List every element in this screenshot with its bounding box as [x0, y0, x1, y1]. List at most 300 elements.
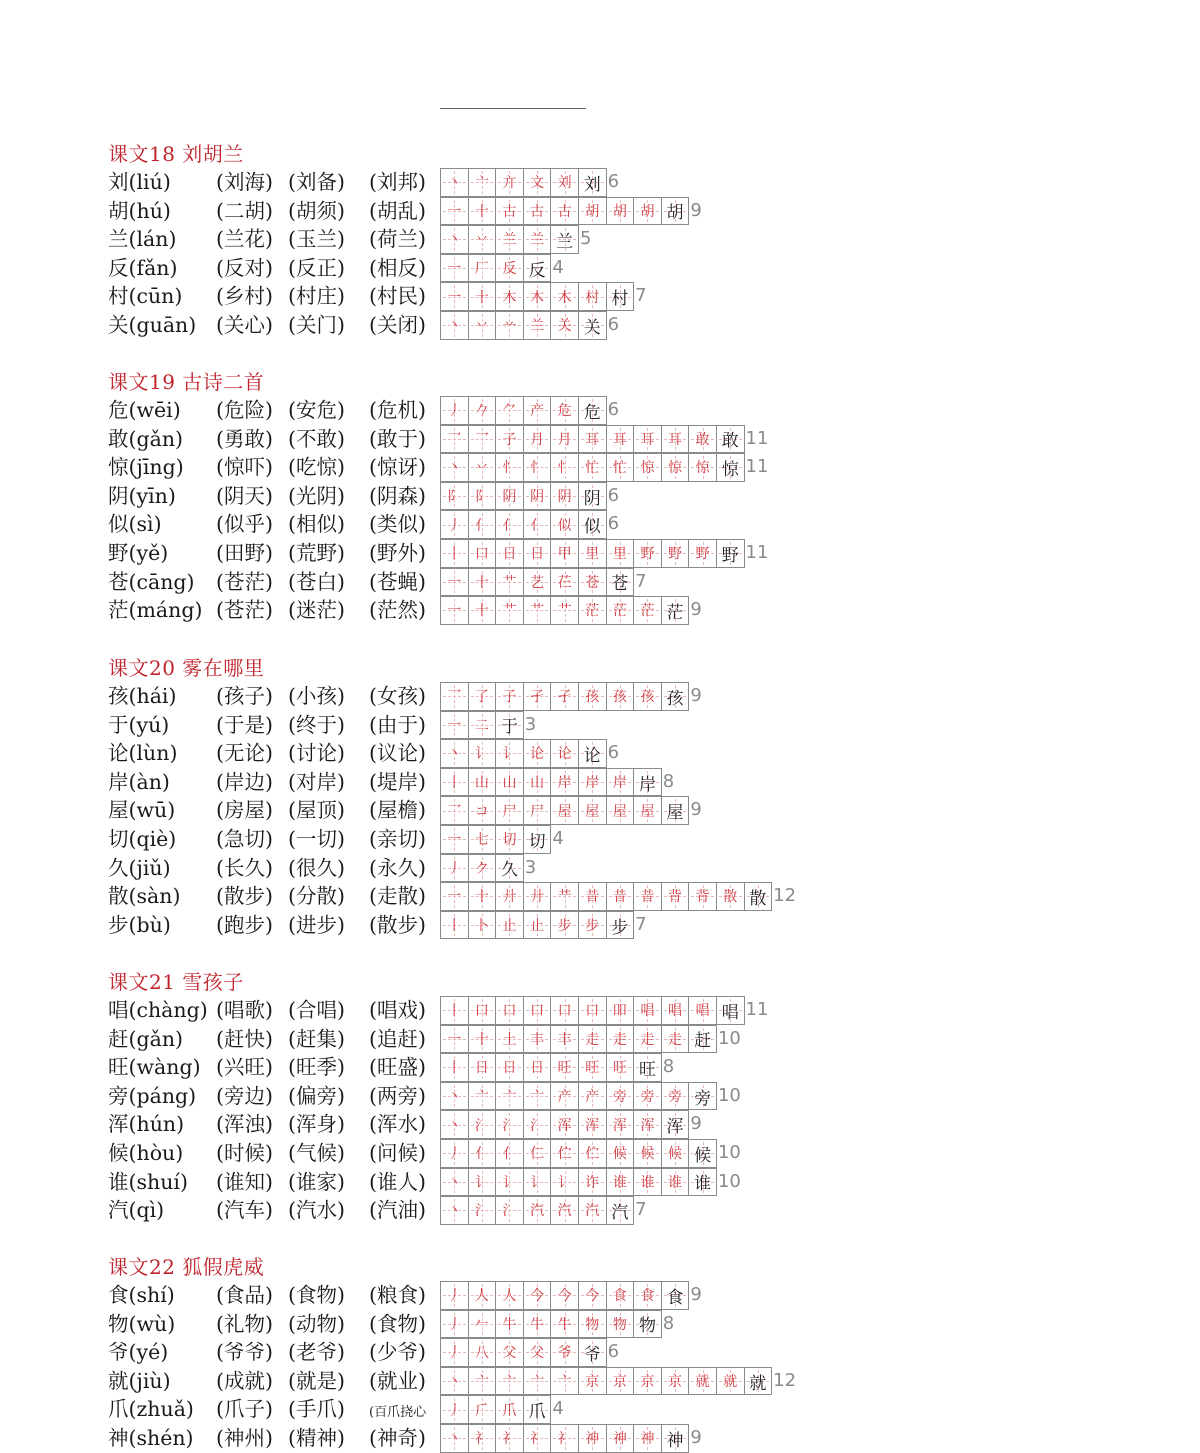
- stroke-step-cell: [578, 568, 607, 597]
- stroke-step-cell: [633, 1139, 662, 1168]
- stroke-final-char: 神: [666, 1430, 684, 1451]
- stroke-step-cell: [606, 1196, 635, 1225]
- character-row: [108, 453, 1108, 482]
- stroke-partial-glyph: 𠂉: [474, 1316, 489, 1333]
- stroke-partial-glyph: 丷: [474, 318, 489, 335]
- character-pinyin: 旁(páng): [108, 1083, 197, 1108]
- character-pinyin: 就(jiù): [108, 1368, 171, 1393]
- stroke-final-char: 危: [583, 402, 601, 423]
- stroke-step-cell: [468, 739, 497, 768]
- character-pinyin: 旺(wàng): [108, 1055, 201, 1080]
- example-word: (荒野): [288, 540, 345, 565]
- stroke-partial-glyph: 丿: [447, 1146, 462, 1163]
- stroke-partial-glyph: 丨: [447, 775, 462, 792]
- stroke-final-char: 浑: [666, 1117, 684, 1138]
- stroke-partial-glyph: 一: [447, 289, 462, 306]
- stroke-step-cell: [633, 453, 662, 482]
- stroke-step-cell: [495, 1053, 524, 1082]
- stroke-order-grid: [440, 425, 768, 454]
- stroke-step-cell: [440, 225, 469, 254]
- example-word: (相似): [288, 512, 345, 537]
- example-word: (分散): [288, 884, 345, 909]
- stroke-step-cell: [523, 311, 552, 340]
- stroke-step-cell: [606, 682, 635, 711]
- example-word: (惊讶): [369, 455, 426, 480]
- stroke-step-cell: [550, 1281, 579, 1310]
- word-list: [216, 282, 426, 311]
- word-list: [216, 796, 426, 825]
- stroke-step-cell: [688, 1168, 717, 1197]
- example-word: (光阴): [288, 483, 345, 508]
- stroke-final-char: 阴: [583, 488, 601, 509]
- stroke-count: 12: [773, 1369, 797, 1391]
- stroke-step-cell: [495, 1310, 524, 1339]
- stroke-step-cell: [440, 911, 469, 940]
- word-list: [216, 682, 426, 711]
- stroke-step-cell: [578, 739, 607, 768]
- stroke-partial-glyph: 日: [502, 1060, 517, 1077]
- word-list: [216, 482, 426, 511]
- example-word: (迷茫): [288, 598, 345, 623]
- lesson-section: [108, 968, 1108, 1225]
- stroke-step-cell: [578, 882, 607, 911]
- stroke-step-cell: [688, 539, 717, 568]
- stroke-partial-glyph: 候: [612, 1146, 627, 1163]
- stroke-partial-glyph: 子: [502, 689, 517, 706]
- character-row: [108, 1082, 1108, 1111]
- example-word: (终于): [288, 712, 345, 737]
- stroke-order-grid: [440, 682, 702, 711]
- example-word: (玉兰): [288, 227, 345, 252]
- stroke-partial-glyph: 走: [585, 1031, 600, 1048]
- stroke-partial-glyph: ⺈: [502, 403, 517, 420]
- stroke-step-cell: [468, 168, 497, 197]
- stroke-partial-glyph: 京: [668, 1374, 683, 1391]
- stroke-partial-glyph: 岸: [585, 775, 600, 792]
- stroke-partial-glyph: 日: [530, 546, 545, 563]
- stroke-step-cell: [578, 796, 607, 825]
- example-word: (手爪): [288, 1397, 345, 1422]
- stroke-step-cell: [606, 911, 635, 940]
- stroke-partial-glyph: 走: [668, 1031, 683, 1048]
- stroke-partial-glyph: 廾: [530, 889, 545, 906]
- stroke-step-cell: [468, 1196, 497, 1225]
- stroke-count: 10: [717, 1084, 741, 1106]
- stroke-step-cell: [661, 425, 690, 454]
- stroke-step-cell: [495, 1338, 524, 1367]
- stroke-step-cell: [633, 1025, 662, 1054]
- stroke-partial-glyph: 口: [474, 1003, 489, 1020]
- stroke-order-grid: [440, 996, 768, 1025]
- example-word: (议论): [369, 741, 426, 766]
- stroke-step-cell: [523, 1110, 552, 1139]
- stroke-partial-glyph: 古: [502, 203, 517, 220]
- example-word: (礼物): [216, 1311, 273, 1336]
- stroke-step-cell: [606, 1139, 635, 1168]
- stroke-step-cell: [495, 596, 524, 625]
- stroke-step-cell: [523, 1168, 552, 1197]
- stroke-partial-glyph: 耳: [668, 431, 683, 448]
- stroke-partial-glyph: 十: [474, 289, 489, 306]
- stroke-partial-glyph: 亠: [474, 1089, 489, 1106]
- stroke-step-cell: [440, 1338, 469, 1367]
- stroke-final-char: 食: [666, 1287, 684, 1308]
- stroke-step-cell: [661, 1025, 690, 1054]
- word-list: [216, 596, 426, 625]
- stroke-count: 9: [690, 199, 702, 221]
- stroke-step-cell: [523, 254, 552, 283]
- character-row: [108, 311, 1108, 340]
- stroke-step-cell: [523, 568, 552, 597]
- character-pinyin: 屋(wū): [108, 798, 176, 823]
- stroke-step-cell: [661, 1281, 690, 1310]
- stroke-step-cell: [578, 197, 607, 226]
- stroke-step-cell: [688, 996, 717, 1025]
- stroke-step-cell: [523, 1196, 552, 1225]
- stroke-step-cell: [688, 1082, 717, 1111]
- stroke-step-cell: [633, 197, 662, 226]
- stroke-step-cell: [661, 453, 690, 482]
- stroke-partial-glyph: 论: [557, 746, 572, 763]
- stroke-step-cell: [606, 996, 635, 1025]
- stroke-order-grid: [440, 225, 591, 254]
- stroke-final-char: 敢: [721, 431, 739, 452]
- stroke-step-cell: [495, 996, 524, 1025]
- stroke-step-cell: [440, 197, 469, 226]
- stroke-partial-glyph: 丷: [474, 460, 489, 477]
- stroke-partial-glyph: 爷: [557, 1345, 572, 1362]
- stroke-partial-glyph: 走: [640, 1031, 655, 1048]
- stroke-step-cell: [550, 539, 579, 568]
- example-word: (勇敢): [216, 426, 273, 451]
- example-word: (由于): [369, 712, 426, 737]
- stroke-step-cell: [523, 1281, 552, 1310]
- stroke-step-cell: [495, 854, 524, 883]
- stroke-step-cell: [468, 225, 497, 254]
- character-pinyin: 久(jiǔ): [108, 855, 171, 880]
- word-list: [216, 882, 426, 911]
- stroke-step-cell: [468, 453, 497, 482]
- stroke-count: 7: [635, 285, 647, 307]
- example-word: (相反): [369, 255, 426, 280]
- stroke-final-char: 反: [528, 260, 546, 281]
- stroke-step-cell: [495, 197, 524, 226]
- stroke-step-cell: [468, 1110, 497, 1139]
- stroke-count: 10: [717, 1027, 741, 1049]
- word-list: [216, 854, 426, 883]
- stroke-order-grid: [440, 453, 768, 482]
- character-row: [108, 197, 1108, 226]
- stroke-partial-glyph: 丶: [447, 460, 462, 477]
- character-row: [108, 1281, 1108, 1310]
- stroke-count: 9: [690, 685, 702, 706]
- stroke-final-char: 汽: [611, 1202, 629, 1223]
- stroke-step-cell: [661, 539, 690, 568]
- stroke-partial-glyph: 亻: [502, 1146, 517, 1163]
- lesson-section: [108, 140, 1108, 340]
- character-row: [108, 568, 1108, 597]
- stroke-final-char: 就: [749, 1373, 767, 1394]
- example-word: (刘海): [216, 170, 273, 194]
- stroke-partial-glyph: 二: [474, 717, 489, 734]
- example-word: (浑浊): [216, 1112, 273, 1137]
- stroke-step-cell: [606, 796, 635, 825]
- stroke-partial-glyph: 文: [530, 175, 545, 192]
- stroke-final-char: 步: [611, 917, 629, 938]
- stroke-partial-glyph: 唱: [640, 1003, 655, 1020]
- stroke-order-grid: [440, 825, 564, 854]
- stroke-partial-glyph: 胡: [585, 203, 600, 220]
- stroke-step-cell: [550, 796, 579, 825]
- stroke-step-cell: [716, 425, 745, 454]
- example-word: (关门): [288, 312, 345, 337]
- example-word: (关闭): [369, 312, 426, 337]
- stroke-step-cell: [550, 1110, 579, 1139]
- stroke-partial-glyph: 氵: [474, 1117, 489, 1134]
- character-pinyin: 敢(gǎn): [108, 426, 184, 451]
- word-list: [216, 1338, 426, 1367]
- stroke-order-grid: [440, 1168, 741, 1197]
- stroke-step-cell: [633, 1367, 662, 1396]
- example-word: (胡乱): [369, 198, 426, 223]
- stroke-partial-glyph: 刘: [557, 175, 572, 192]
- stroke-order-grid: [440, 854, 536, 883]
- stroke-step-cell: [606, 1053, 635, 1082]
- stroke-step-cell: [578, 282, 607, 311]
- stroke-step-cell: [523, 510, 552, 539]
- stroke-partial-glyph: 木: [557, 289, 572, 306]
- stroke-step-cell: [688, 453, 717, 482]
- stroke-partial-glyph: 候: [668, 1146, 683, 1163]
- stroke-partial-glyph: 屋: [585, 803, 600, 820]
- stroke-partial-glyph: 日: [530, 1060, 545, 1077]
- example-word: (爷爷): [216, 1340, 273, 1365]
- word-list: [216, 254, 426, 283]
- example-word: (二胡): [216, 198, 273, 223]
- stroke-step-cell: [440, 311, 469, 340]
- character-row: [108, 1110, 1108, 1139]
- example-word: (赶集): [288, 1026, 345, 1051]
- stroke-step-cell: [716, 996, 745, 1025]
- example-word: (于是): [216, 712, 273, 737]
- stroke-step-cell: [578, 510, 607, 539]
- stroke-partial-glyph: 龷: [557, 889, 572, 906]
- stroke-partial-glyph: 唱: [695, 1003, 710, 1020]
- stroke-partial-glyph: 十: [474, 1031, 489, 1048]
- stroke-step-cell: [550, 225, 579, 254]
- stroke-step-cell: [495, 225, 524, 254]
- stroke-partial-glyph: 茫: [612, 603, 627, 620]
- stroke-partial-glyph: 今: [530, 1288, 545, 1305]
- stroke-step-cell: [523, 1139, 552, 1168]
- stroke-step-cell: [606, 1367, 635, 1396]
- stroke-step-cell: [633, 768, 662, 797]
- stroke-count: 6: [607, 513, 620, 535]
- stroke-partial-glyph: 日: [474, 1060, 489, 1077]
- stroke-step-cell: [440, 1139, 469, 1168]
- stroke-partial-glyph: 背: [668, 889, 683, 906]
- character-pinyin: 爷(yé): [108, 1340, 169, 1365]
- stroke-partial-glyph: 山: [530, 775, 545, 792]
- stroke-count: 11: [745, 541, 769, 563]
- character-row: [108, 1168, 1108, 1197]
- stroke-partial-glyph: 浑: [612, 1117, 627, 1134]
- stroke-order-grid: [440, 1338, 619, 1367]
- stroke-partial-glyph: 阴: [502, 489, 517, 506]
- example-word: (很久): [288, 855, 345, 880]
- stroke-step-cell: [578, 1139, 607, 1168]
- stroke-step-cell: [468, 1424, 497, 1453]
- stroke-final-char: 旁: [694, 1088, 712, 1109]
- stroke-step-cell: [606, 453, 635, 482]
- character-pinyin: 于(yú): [108, 712, 170, 737]
- lesson-title: 课文20 雾在哪里: [108, 656, 265, 680]
- example-word: (百爪挠心: [369, 1405, 427, 1421]
- stroke-count: 4: [552, 256, 564, 278]
- stroke-step-cell: [578, 396, 607, 425]
- stroke-step-cell: [495, 796, 524, 825]
- stroke-partial-glyph: 乛: [447, 803, 462, 820]
- character-pinyin: 爪(zhuǎ): [108, 1397, 194, 1422]
- stroke-step-cell: [523, 482, 552, 511]
- stroke-step-cell: [468, 1082, 497, 1111]
- stroke-step-cell: [633, 539, 662, 568]
- stroke-count: 9: [690, 1284, 702, 1305]
- example-word: (气候): [288, 1140, 345, 1165]
- example-word: (孩子): [216, 684, 273, 708]
- character-pinyin: 野(yě): [108, 540, 169, 565]
- stroke-step-cell: [495, 1367, 524, 1396]
- character-row: [108, 768, 1108, 797]
- stroke-step-cell: [495, 1168, 524, 1197]
- stroke-step-cell: [495, 768, 524, 797]
- example-word: (反正): [288, 255, 345, 280]
- example-word: (旺盛): [369, 1055, 426, 1080]
- stroke-final-char: 赶: [694, 1031, 712, 1052]
- stroke-partial-glyph: 惊: [695, 460, 710, 477]
- stroke-partial-glyph: 父: [502, 1345, 517, 1362]
- stroke-partial-glyph: 丶: [447, 1089, 462, 1106]
- stroke-partial-glyph: 昔: [585, 889, 600, 906]
- example-word: (汽油): [369, 1198, 426, 1223]
- character-pinyin: 茫(máng): [108, 598, 203, 623]
- stroke-count: 6: [607, 171, 620, 192]
- stroke-partial-glyph: 氵: [502, 1203, 517, 1220]
- stroke-step-cell: [523, 996, 552, 1025]
- stroke-step-cell: [578, 1168, 607, 1197]
- character-row: [108, 1025, 1108, 1054]
- stroke-step-cell: [495, 682, 524, 711]
- stroke-step-cell: [550, 996, 579, 1025]
- stroke-partial-glyph: 切: [502, 832, 517, 849]
- stroke-final-char: 久: [500, 860, 518, 881]
- example-word: (亲切): [369, 826, 426, 851]
- stroke-partial-glyph: 忙: [585, 460, 600, 477]
- example-word: (汽水): [288, 1198, 345, 1223]
- stroke-step-cell: [440, 1168, 469, 1197]
- word-list: [216, 768, 426, 797]
- stroke-partial-glyph: 亣: [502, 175, 517, 192]
- example-word: (旺季): [288, 1055, 345, 1080]
- stroke-partial-glyph: 丿: [447, 1316, 462, 1333]
- lesson-section: [108, 1253, 1108, 1453]
- stroke-partial-glyph: 古: [530, 203, 545, 220]
- stroke-count: 4: [552, 827, 564, 849]
- stroke-step-cell: [661, 596, 690, 625]
- word-list: [216, 225, 426, 254]
- stroke-step-cell: [495, 510, 524, 539]
- stroke-partial-glyph: 昔: [640, 889, 655, 906]
- example-word: (问候): [369, 1140, 426, 1165]
- stroke-step-cell: [688, 425, 717, 454]
- stroke-step-cell: [523, 225, 552, 254]
- word-list: [216, 510, 426, 539]
- stroke-final-char: 爪: [528, 1402, 546, 1423]
- example-word: (村庄): [288, 284, 345, 309]
- character-pinyin: 谁(shuí): [108, 1169, 188, 1194]
- stroke-count: 9: [690, 599, 702, 621]
- character-pinyin: 赶(gǎn): [108, 1026, 184, 1051]
- character-pinyin: 神(shén): [108, 1425, 194, 1450]
- stroke-partial-glyph: 伫: [557, 1146, 572, 1163]
- stroke-step-cell: [523, 1025, 552, 1054]
- stroke-count: 8: [662, 1312, 675, 1334]
- word-list: [216, 1139, 426, 1168]
- stroke-partial-glyph: 物: [612, 1316, 627, 1333]
- stroke-count: 6: [607, 1341, 620, 1363]
- stroke-partial-glyph: 伫: [585, 1146, 600, 1163]
- example-word: (危险): [216, 398, 273, 422]
- stroke-step-cell: [468, 796, 497, 825]
- stroke-step-cell: [578, 1424, 607, 1453]
- stroke-order-grid: [440, 1395, 564, 1424]
- stroke-partial-glyph: 丰: [557, 1031, 572, 1048]
- example-word: (成就): [216, 1368, 273, 1393]
- stroke-partial-glyph: 屋: [640, 803, 655, 820]
- stroke-step-cell: [440, 1110, 469, 1139]
- stroke-partial-glyph: 礻: [557, 1431, 572, 1448]
- stroke-order-grid: [440, 882, 796, 911]
- stroke-partial-glyph: 屋: [612, 803, 627, 820]
- stroke-partial-glyph: 丷: [474, 232, 489, 249]
- stroke-step-cell: [495, 825, 524, 854]
- stroke-step-cell: [661, 197, 690, 226]
- stroke-partial-glyph: 丶: [447, 746, 462, 763]
- stroke-partial-glyph: 卜: [474, 918, 489, 935]
- stroke-step-cell: [523, 1424, 552, 1453]
- stroke-partial-glyph: 月: [530, 431, 545, 448]
- stroke-partial-glyph: 汽: [557, 1203, 572, 1220]
- stroke-partial-glyph: 古: [557, 203, 572, 220]
- stroke-partial-glyph: 村: [585, 289, 600, 306]
- stroke-partial-glyph: 亠: [502, 1089, 517, 1106]
- stroke-step-cell: [495, 568, 524, 597]
- word-list: [216, 711, 426, 740]
- stroke-partial-glyph: 孩: [640, 689, 655, 706]
- stroke-step-cell: [661, 1424, 690, 1453]
- example-word: (旁边): [216, 1083, 273, 1108]
- word-list: [216, 311, 426, 340]
- stroke-partial-glyph: 就: [695, 1374, 710, 1391]
- stroke-partial-glyph: 今: [585, 1288, 600, 1305]
- stroke-step-cell: [550, 510, 579, 539]
- character-row: [108, 711, 1108, 740]
- stroke-step-cell: [468, 768, 497, 797]
- stroke-final-char: 刘: [583, 174, 601, 195]
- lesson-title: 课文18 刘胡兰: [108, 142, 244, 166]
- stroke-partial-glyph: 胡: [640, 203, 655, 220]
- stroke-step-cell: [716, 882, 745, 911]
